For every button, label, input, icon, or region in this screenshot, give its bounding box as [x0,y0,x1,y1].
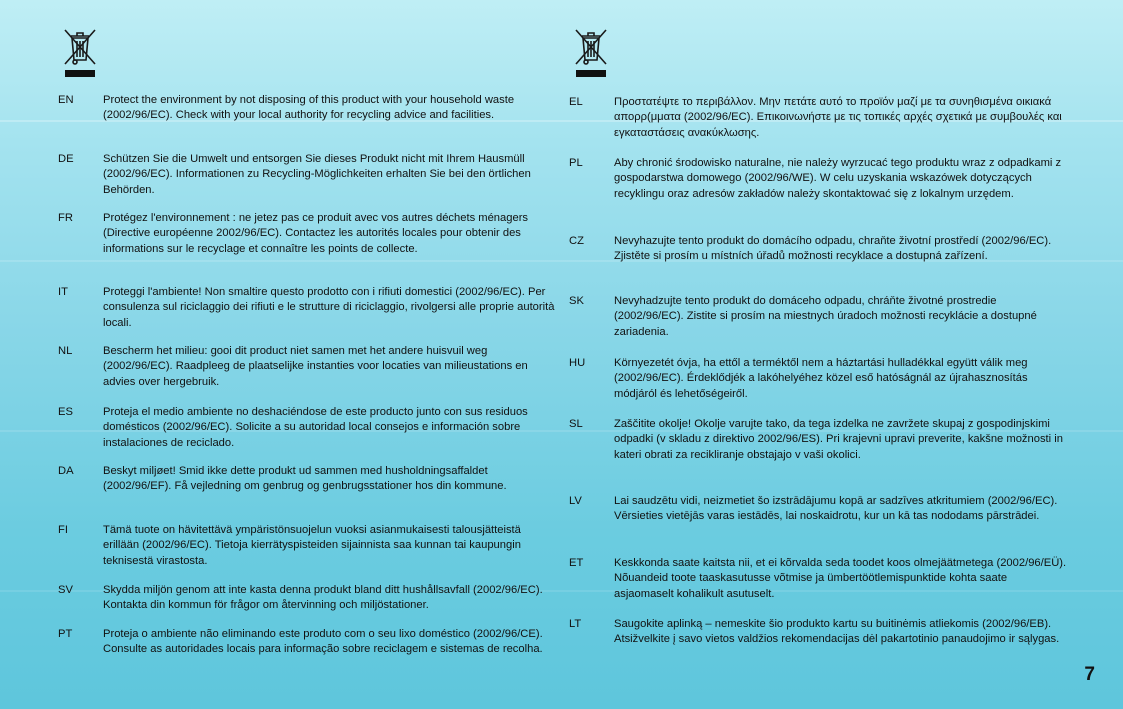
disposal-text: Proteja el medio ambiente no deshaciéndose de este producto junto con sus residuos domésticos (2002/96/EC). Solicite a su autoridad local consejos e información sobre instalaciones de reciclado. [103,406,528,449]
disposal-text: Proteja o ambiente não eliminando este produto com o seu lixo doméstico (2002/96/CE). Consulte as autoridades locais para informação sobre reciclagem e sistemas de recolha. [103,628,543,656]
language-code: EL [569,96,583,108]
disposal-text: Schützen Sie die Umwelt und entsorgen Sie dieses Produkt nicht mit Ihrem Hausmüll (2002/96/EC). Informationen zu Recycling-Möglichkeiten erhalten Sie bei den örtlichen Behörden. [103,153,531,196]
disposal-text: Keskkonda saate kaitsta nii, et ei kõrvalda seda toodet koos olmejäätmetega (2002/96/EÜ). Nõuandeid toote taaskasutusse võtmise ja ümbertöötlemispunktide kohta saate asjaomaselt kohalikult asutuselt. [614,557,1067,600]
language-code: PT [58,628,73,640]
disposal-text: Beskyt miljøet! Smid ikke dette produkt ud sammen med husholdningsaffaldet (2002/96/EF). Få vejledning om genbrug og genbrugsstationer hos din kommune. [103,465,507,493]
disposal-text: Nevyhadzujte tento produkt do domáceho odpadu, chráňte životné prostredie (2002/96/EC). Zistite si prosím na miestnych úradoch možnosti recyklácie a dostupné zariadenia. [614,295,1037,338]
disposal-text: Környezetét óvja, ha ettől a terméktől nem a háztartási hulladékkal együtt válik meg (2002/96/EC). Érdeklődjék a lakóhelyéhez közel eső hatóságnál az újrahasznosítás módjáról és lehetőségeiről. [614,357,1028,400]
language-code: LV [569,495,582,507]
disposal-text: Lai saudzētu vidi, neizmetiet šo izstrādājumu kopā ar sadzīves atkritumiem (2002/96/EC). Vērsieties vietējās varas iestādēs, lai noskaidrotu, kur un kā tas nododams pārstrādei. [614,495,1058,523]
crossed-bin-icon [573,26,609,78]
language-code: ET [569,557,584,569]
disposal-text: Protégez l'environnement : ne jetez pas ce produit avec vos autres déchets ménagers (Directive européenne 2002/96/EC). Contactez les autorités locales pour obtenir des informations sur le recyclage et connaître les points de collecte. [103,212,529,255]
language-code: DA [58,465,74,477]
language-code: SL [569,418,583,430]
language-code: IT [58,286,68,298]
language-code: LT [569,618,582,630]
crossed-bin-icon [62,26,98,78]
disposal-text: Bescherm het milieu: gooi dit product niet samen met het andere huisvuil weg (2002/96/EC). Raadpleeg de plaatselijke instanties voor locaties van milieustations en advies over hergebruik. [103,345,528,388]
language-code: FI [58,524,68,536]
language-code: DE [58,153,74,165]
disposal-text: Saugokite aplinką – nemeskite šio produkto kartu su buitinėmis atliekomis (2002/96/EB). Atsižvelkite į savo vietos valdžios rekomendacijas dėl pakartotinio panaudojimo ir sąlygas. [614,618,1060,646]
language-code: EN [58,94,74,106]
disposal-text: Aby chronić środowisko naturalne, nie należy wyrzucać tego produktu wraz z odpadkami z gospodarstwa domowego (2002/96/WE). W celu uzyskania wskazówek dotyczących recyklingu oraz adresów zakładów należy skontaktować się z lokalnym urzędem. [614,157,1062,200]
disposal-text: Zaščitite okolje! Okolje varujte tako, da tega izdelka ne zavržete skupaj z gospodinjskimi odpadki (v skladu z direktivo 2002/96/ES). Pri krajevni upravi preverite, kakšne možnosti in kateri obrati za recikliranje obstajajo v vaši okolici. [614,418,1063,461]
language-code: NL [58,345,73,357]
disposal-text: Skydda miljön genom att inte kasta denna produkt bland ditt hushållsavfall (2002/96/EC). Kontakta din kommun för frågor om återvinning och miljöstationer. [103,584,543,612]
page-number: 7 [1084,664,1095,685]
disposal-text: Nevyhazujte tento produkt do domácího odpadu, chraňte životní prostředí (2002/96/EC). Zjistěte si prosím u místních úřadů možnosti recyklace a dostupná zařízení. [614,235,1052,263]
language-code: SV [58,584,73,596]
language-code: ES [58,406,73,418]
language-code: SK [569,295,584,307]
language-code: PL [569,157,583,169]
language-code: CZ [569,235,584,247]
language-code: FR [58,212,73,224]
disposal-text: Proteggi l'ambiente! Non smaltire questo prodotto con i rifiuti domestici (2002/96/EC). Per consulenza sul riciclaggio dei rifiuti e le strutture di riciclaggio, rivolgersi alle proprie autorità locali. [103,286,555,329]
language-code: HU [569,357,586,369]
disposal-text: Protect the environment by not disposing of this product with your household waste (2002/96/EC). Check with your local authority for recycling advice and facilities. [103,94,515,122]
disposal-text: Tämä tuote on hävitettävä ympäristönsuojelun vuoksi asianmukaisesti talousjätteistä erillään (2002/96/EC). Tietoja kierrätyspisteiden sijainnista saa kunnan tai kaupungin teknisestä virastosta. [103,524,521,567]
disposal-text: Προστατέψτε το περιβάλλον. Μην πετάτε αυτό το προϊόν μαζί με τα συνηθισμένα οικιακά απορρ(μματα (2002/96/EC). Επικοινωνήστε με τις τοπικές αρχές σχετικά με συμβουλές και εγκαταστάσεις ανακύκλωσης. [614,96,1062,139]
